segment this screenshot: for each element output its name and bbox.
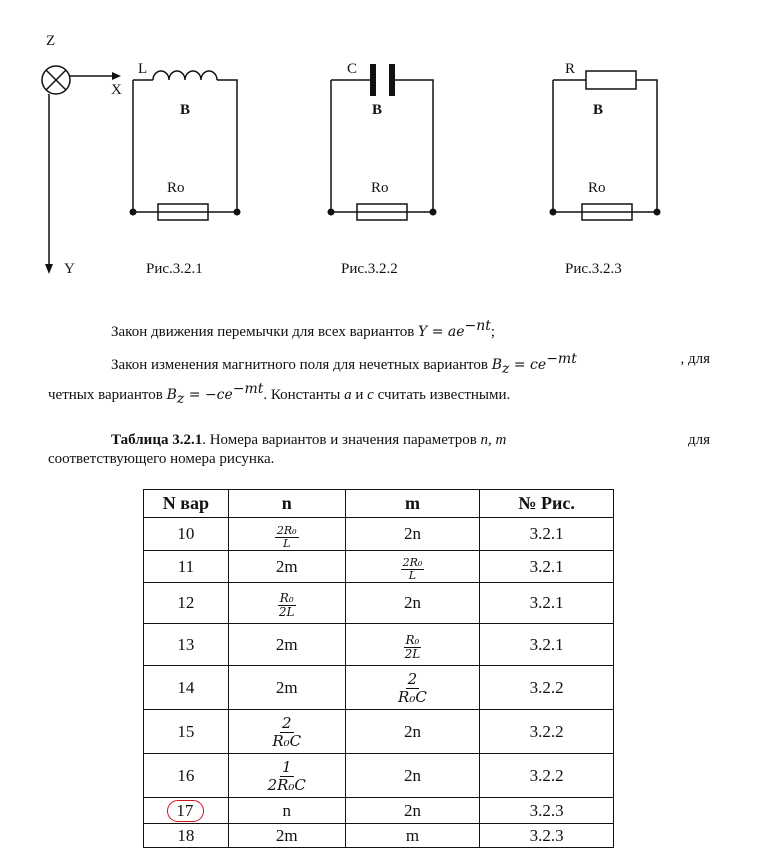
fig1-caption: Рис.3.2.1: [146, 261, 203, 277]
fraction: $\frac{\text{2R₀}}{L}$: [402, 556, 423, 582]
figure-3-2-3: [553, 71, 657, 220]
fig3-caption: Рис.3.2.3: [565, 261, 622, 277]
cell-variant: 11: [144, 551, 229, 583]
fig3-element-label: R: [565, 61, 576, 77]
header-figure: № Рис.: [480, 490, 614, 518]
cell-variant: 13: [144, 624, 229, 666]
cell-variant: 12: [144, 583, 229, 624]
cell-m: 2n: [345, 518, 480, 551]
cell-variant: 14: [144, 666, 229, 710]
table-row: [144, 798, 614, 824]
field-law-odd-line: Закон изменения магнитного поля для нечетных вариантов $B_z = ce^{-mt}$ , для: [111, 351, 710, 377]
cell-variant-highlighted: [144, 798, 229, 824]
cell-m: [345, 666, 480, 710]
axis-y-label: Y: [64, 261, 75, 277]
table-row: [144, 666, 614, 710]
capacitor-plate-left: [370, 64, 376, 96]
header-variant: N вар: [144, 490, 229, 518]
variants-table: [143, 489, 614, 848]
cell-m: 2n: [345, 798, 480, 824]
figure-3-2-2: [331, 80, 433, 220]
cell-variant: 15: [144, 710, 229, 754]
cell-variant: 18: [144, 824, 229, 848]
cell-n: [228, 754, 345, 798]
fraction: $\frac{2}{\text{R₀C}}$: [398, 670, 427, 706]
cell-n: 2m: [228, 551, 345, 583]
cell-m: 2n: [345, 583, 480, 624]
capacitor-plate-right: [389, 64, 395, 96]
table-title-line2: соответствующего номера рисунка.: [48, 451, 275, 467]
cell-n: [228, 518, 345, 551]
fraction: $\frac{\text{R₀}}{2L}$: [404, 632, 421, 661]
field-law-even-line: четных вариантов $B_z = -ce^{-mt}$. Константы a и c считать известными.: [48, 381, 511, 407]
resistor-r: [586, 71, 636, 89]
fig2-resistor-label: Ro: [371, 180, 389, 196]
cell-n: [228, 710, 345, 754]
cell-figure: 3.2.2: [480, 710, 614, 754]
fig3-resistor-label: Ro: [588, 180, 606, 196]
cell-m: [345, 624, 480, 666]
cell-m: m: [345, 824, 480, 848]
fraction: $\frac{1}{\text{2R₀C}}$: [267, 758, 306, 794]
x-axis-arrow: [112, 72, 121, 80]
table-row: [144, 518, 614, 551]
axis-z-label: Z: [46, 33, 56, 49]
cell-figure: 3.2.2: [480, 666, 614, 710]
cell-m: [345, 551, 480, 583]
cell-figure: 3.2.1: [480, 624, 614, 666]
fraction: $\frac{\text{2R₀}}{L}$: [276, 523, 297, 550]
figure-3-2-1: [133, 71, 237, 220]
cell-figure: 3.2.3: [480, 798, 614, 824]
fraction: $\frac{\text{R₀}}{2L}$: [278, 591, 295, 619]
motion-law-line: Закон движения перемычки для всех вариантов $Y = ae^{-nt}$;: [111, 318, 496, 340]
y-axis-arrow: [45, 264, 53, 274]
fig2-caption: Рис.3.2.2: [341, 261, 398, 277]
cell-n: [228, 583, 345, 624]
cell-variant: 10: [144, 518, 229, 551]
fig2-element-label: C: [347, 61, 358, 77]
table-row: [144, 824, 614, 848]
fig1-element-label: L: [138, 61, 148, 77]
cell-n: 2m: [228, 624, 345, 666]
fig2-field-label: B: [372, 102, 383, 118]
cell-n: 2m: [228, 824, 345, 848]
table-row: [144, 551, 614, 583]
cell-n: 2m: [228, 666, 345, 710]
table-row: [144, 624, 614, 666]
cell-m: 2n: [345, 754, 480, 798]
table-header-row: [144, 490, 614, 518]
cell-variant: 16: [144, 754, 229, 798]
cell-figure: 3.2.2: [480, 754, 614, 798]
fig3-field-label: B: [593, 102, 604, 118]
cell-figure: 3.2.3: [480, 824, 614, 848]
table-title: Таблица 3.2.1. Номера вариантов и значения параметров n, m для: [111, 432, 710, 448]
inductor-coil: [153, 71, 217, 80]
cell-figure: 3.2.1: [480, 583, 614, 624]
table-row: [144, 754, 614, 798]
red-circle-annotation: 17: [167, 800, 204, 822]
circuit-figures: [0, 0, 770, 300]
fig1-resistor-label: Ro: [167, 180, 185, 196]
fig1-field-label: B: [180, 102, 191, 118]
cell-figure: 3.2.1: [480, 518, 614, 551]
header-n: n: [228, 490, 345, 518]
axis-x-label: X: [111, 82, 122, 98]
cell-figure: 3.2.1: [480, 551, 614, 583]
fraction: $\frac{2}{\text{R₀C}}$: [272, 714, 302, 750]
header-m: m: [345, 490, 480, 518]
table-row: [144, 710, 614, 754]
cell-n: n: [228, 798, 345, 824]
cell-m: 2n: [345, 710, 480, 754]
table-row: [144, 583, 614, 624]
